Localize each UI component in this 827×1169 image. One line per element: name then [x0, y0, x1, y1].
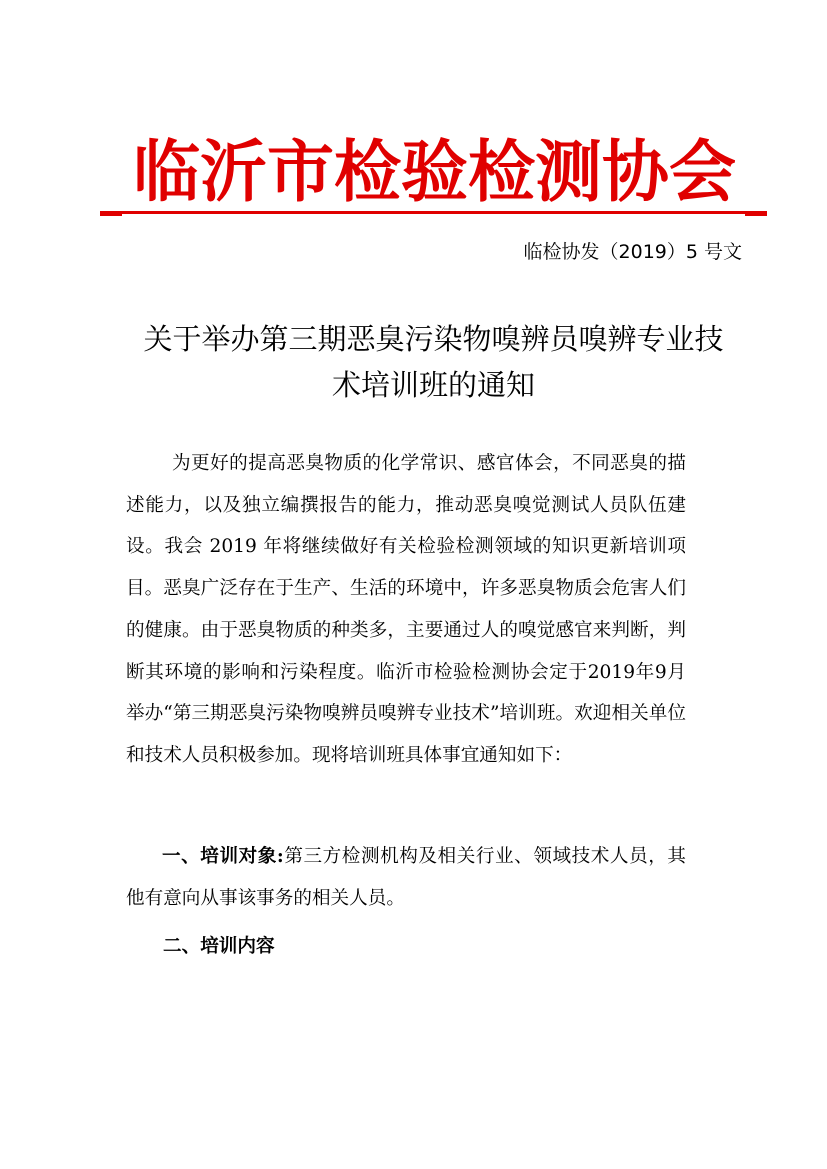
document-title-line-2: 术培训班的通知 [331, 368, 535, 402]
header-rule-tick-left [100, 214, 122, 216]
document-number: 临检协发（2019）5 号文 [523, 241, 742, 263]
header-red-rule [100, 211, 767, 214]
section-1-paragraph [126, 836, 686, 919]
section-1-heading: 一、培训对象: [162, 846, 284, 867]
document-title [100, 316, 767, 408]
section-2-heading: 二、培训内容 [163, 936, 275, 957]
header-rule-tick-right [745, 214, 767, 216]
section-1-text: 第三方检测机构及相关行业、领域技术人员，其他有意向从事该事务的相关人员。 [126, 846, 686, 909]
document-title-line-1: 关于举办第三期恶臭污染物嗅辨员嗅辨专业技 [143, 322, 724, 356]
organization-header: 临沂市检验检测协会 [133, 133, 736, 211]
intro-paragraph: 为更好的提高恶臭物质的化学常识、感官体会，不同恶臭的描述能力，以及独立编撰报告的能力，推动恶臭嗅觉测试人员队伍建设。我会 2019 年将继续做好有关检验检测领域的知识更新培训项目。恶臭广泛存在于生产、生活的环境中，许多恶臭物质会危害人们的健康。由于恶臭物质的种类多，主要通过人的嗅觉感官来判断，判断其环境的影响和污染程度。临沂市检验检测协会定于2019年9月举办“第三期恶臭污染物嗅辨员嗅辨专业技术”培训班。欢迎相关单位和技术人员积极参加。现将培训班具体事宜通知如下： [126, 453, 686, 766]
